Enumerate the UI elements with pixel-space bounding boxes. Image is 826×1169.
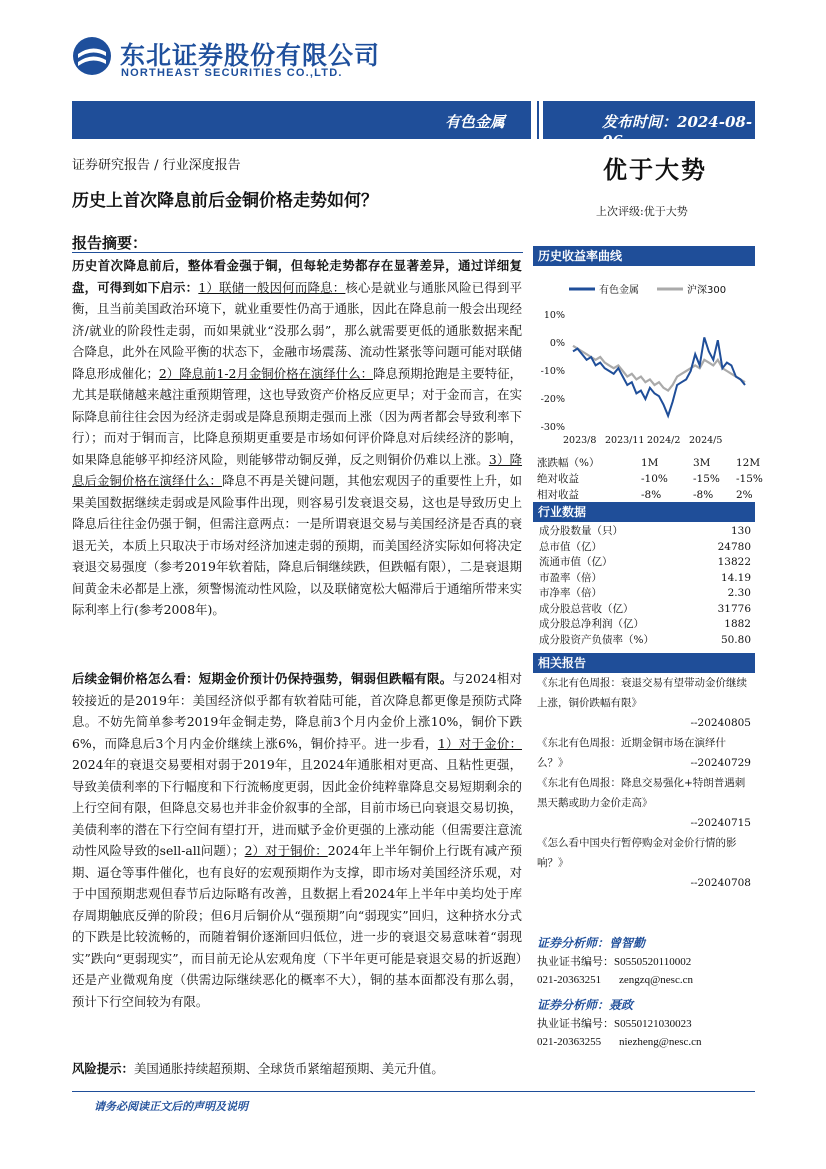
perf-header-cell: 3M	[693, 457, 711, 469]
footer-divider	[72, 1091, 755, 1092]
market-row	[533, 555, 755, 571]
market-value: 24780	[717, 540, 751, 553]
market-value: 1882	[724, 618, 751, 630]
y-tick-label: -10%	[540, 366, 565, 377]
legend-label-1: 沪深300	[687, 285, 727, 296]
market-row	[533, 571, 755, 587]
analyst-email[interactable]: niezheng@nesc.cn	[619, 1036, 702, 1048]
text-5: 2024年的衰退交易要相对弱于2019年，且2024年通胀相对更高、且粘性更强，导致美债利率的下行幅度和下行流畅度更弱，因此金价纯粹靠降息交易短期剩余的上行空间有限，但降息交易也并非金价叙事的全部，目前市场已向衰退交易切换，美债利率的潜在下行空间有望打开，进而赋予金价更强的上涨动能（但需要注意流动性风险导致的sell-all问题）；	[72, 757, 522, 858]
related-reports	[533, 673, 755, 913]
market-row	[533, 617, 755, 633]
analyst-email[interactable]: zengzq@nesc.cn	[619, 974, 693, 986]
series-line-0	[573, 337, 745, 415]
analyst-license: 执业证书编号：S0550121030023	[537, 1018, 692, 1030]
perf-header-cell: 涨跌幅（%）	[537, 457, 600, 469]
perf-cell: -15%	[736, 473, 763, 485]
perf-header-cell: 12M	[736, 457, 761, 469]
perf-cell: -8%	[641, 489, 662, 501]
market-label: 成分股总净利润（亿）	[539, 618, 644, 630]
related-report-link[interactable]: 《东北有色周报：降息交易强化+特朗普遇刺黑天鹅或助力金价走高》	[537, 777, 746, 809]
related-title: 相关报告	[533, 653, 755, 673]
analyst-phone: 021-20363251	[537, 974, 602, 986]
market-row	[533, 524, 755, 540]
footer-note: 请务必阅读正文后的声明及说明	[94, 1100, 248, 1113]
risk-label: 风险提示：	[72, 1061, 134, 1076]
sector-label: 有色金属	[445, 113, 506, 131]
logo-icon	[72, 36, 112, 76]
summary-paragraph-1	[72, 255, 522, 621]
related-report-date: --20240729	[690, 757, 751, 769]
analyst-name: 证券分析师：聂政	[537, 998, 634, 1012]
paragraph-lead: 历史首次降息前后，整体看金强于铜，但每轮走势都存在显著差异，通过详细复盘，可得到如下启示：	[72, 258, 522, 295]
x-tick-label: 2023/11	[605, 435, 645, 446]
y-tick-label: 10%	[543, 310, 565, 321]
related-report-date: --20240708	[690, 877, 751, 889]
related-report-date: --20240715	[690, 817, 751, 829]
perf-cell: 绝对收益	[537, 473, 579, 485]
analyst-phone: 021-20363255	[537, 1036, 602, 1048]
related-report-link[interactable]: 《东北有色周报：近期金铜市场在演绎什么？》	[537, 737, 726, 769]
analyst-license: 执业证书编号：S0550520110002	[537, 956, 692, 968]
summary-paragraph-2	[72, 668, 522, 1012]
market-row	[533, 586, 755, 602]
subhead-5: 2）对于铜价：	[244, 843, 328, 858]
analyst-info	[533, 935, 755, 1065]
summary-heading: 报告摘要：	[72, 234, 148, 252]
return-chart	[533, 275, 755, 453]
perf-cell: 2%	[736, 489, 753, 501]
perf-cell: -15%	[693, 473, 720, 485]
market-row	[533, 633, 755, 649]
risk-text: 美国通胀持续超预期、全球货币紧缩超预期、美元升值。	[133, 1061, 444, 1076]
x-tick-label: 2024/2	[647, 435, 681, 446]
x-tick-label: 2023/8	[563, 435, 597, 446]
market-title: 行业数据	[533, 502, 755, 522]
market-label: 总市值（亿）	[539, 540, 602, 553]
related-report-link[interactable]: 《怎么看中国央行暂停购金对金价行情的影响？》	[537, 837, 737, 869]
legend-label-0: 有色金属	[599, 285, 639, 296]
y-tick-label: -30%	[540, 422, 565, 433]
market-label: 成分股资产负债率（%）	[539, 633, 654, 646]
performance-table	[533, 454, 763, 504]
market-label: 成分股总营收（亿）	[539, 602, 634, 615]
risk-paragraph	[72, 1058, 522, 1080]
paragraph-lead-2: 后续金铜价格怎么看：短期金价预计仍保持强势，铜弱但跌幅有限。	[72, 671, 453, 686]
market-label: 市盈率（倍）	[539, 571, 602, 584]
text-4: 与2024相对较接近的是2019年：美国经济似乎都有软着陆可能，首次降息都更像是预防式降息。不妨先简单参考2019年金铜走势，降息前3个月内金价上涨10%，铜价下跌6%，而降息后3个月内金价继续上涨6%，铜价持平。进一步看，	[72, 671, 522, 751]
market-value: 50.80	[720, 633, 751, 646]
text-1: 核心是就业与通胀风险已得到平衡，且当前美国政治环境下，就业重要性仍高于通胀，因此在降息前一般会出现经济/就业的阶段性走弱，而如果就业“没那么弱”，那么就需要更低的通胀数据来配合降息，此外在风险平衡的状态下，金融市场震荡、流动性紧张等问题可能对联储降息形成催化；	[72, 279, 523, 381]
text-2: 降息预期抢跑是主要特征，尤其是联储越来越注重预期管理，这也导致资产价格反应更早；对于金而言，在实际降息前往往会因为经济走弱或是降息预期走强而上涨（因为两者都会导致利率下行）；而对于铜而言，比降息预期更重要是市场如何评价降息对后续经济的影响，如果降息能够平抑经济风险，则能够带动铜反弹，反之则铜价仍难以上涨。	[72, 365, 523, 467]
perf-cell: -8%	[693, 489, 714, 501]
market-value: 14.19	[720, 571, 751, 584]
chart-title: 历史收益率曲线	[533, 246, 755, 266]
brand-name-cn: 东北证券股份有限公司	[120, 41, 381, 70]
market-value: 13822	[717, 556, 751, 568]
market-label: 市净率（倍）	[539, 587, 602, 599]
related-report-date: --20240805	[690, 717, 751, 729]
subhead-4: 1）对于金价：	[437, 735, 522, 751]
perf-cell: 相对收益	[537, 489, 579, 501]
header-banner	[72, 101, 755, 150]
market-value: 130	[730, 525, 751, 537]
text-6: 2024年上半年铜价上行既有减产预期、逼仓等事件催化，也有良好的宏观预期作为支撑，即市场对美国经济乐观，对于中国预期悲观但春节后边际略有改善，且数据上看2024年上半年中美均处于库存周期触底反弹的阶段；但6月后铜价从“强预期”向“弱现实”回归，这种挤水分式的下跌是比较流畅的，而随着铜价逐渐回归低位，进一步的衰退交易意味着“弱现实”跌向“更弱现实”，而目前无论从宏观角度（下半年更可能是衰退交易的折返跑）还是产业微观角度（供需边际继续恶化的概率不大），铜的基本面都没有那么弱，预计下行空间较为有限。	[72, 843, 522, 1009]
market-value: 31776	[717, 602, 751, 615]
subhead-2: 2）降息前1-2月金铜价格在演绎什么：	[158, 365, 374, 381]
report-title: 历史上首次降息前后金铜价格走势如何？	[72, 191, 378, 211]
market-row	[533, 540, 755, 556]
perf-cell: -10%	[641, 473, 668, 485]
perf-header-cell: 1M	[641, 457, 659, 469]
previous-rating: 上次评级:优于大势	[596, 205, 688, 218]
y-tick-label: 0%	[549, 338, 565, 349]
report-type: 证券研究报告 / 行业深度报告	[72, 158, 241, 173]
subhead-1: 1）联储一般因何而降息：	[198, 279, 346, 295]
divider	[72, 252, 523, 253]
subhead-3: 3）降息后金铜价格在演绎什么：	[72, 451, 523, 488]
x-tick-label: 2024/5	[689, 435, 723, 446]
brand-name-en: NORTHEAST SECURITIES CO.,LTD.	[121, 67, 343, 79]
analyst-name: 证券分析师：曾智勤	[537, 936, 646, 950]
rating: 优于大势	[603, 155, 707, 184]
y-tick-label: -20%	[540, 394, 565, 405]
related-report-link[interactable]: 《东北有色周报：衰退交易有望带动金价继续上涨，铜价跌幅有限》	[537, 677, 747, 709]
market-label: 流通市值（亿）	[539, 556, 613, 568]
publish-date: 发布时间：2024-08-06	[602, 113, 753, 150]
market-label: 成分股数量（只）	[539, 525, 623, 537]
market-table	[533, 524, 755, 649]
market-value: 2.30	[727, 587, 751, 599]
market-row	[533, 602, 755, 618]
text-3: 降息不再是关键问题，其他宏观因子的重要性上升，如果美国数据继续走弱或是风险事件出现，则容易引发衰退交易，这也是导致历史上降息后往往金仍强于铜，但需注意两点：一是所谓衰退交易与美国经济是否真的衰退无关，本质上只取决于市场对经济加速走弱的预期，而美国经济实际如何将决定衰退交易强度（参考2019年软着陆，降息后铜继续跌，但跌幅有限），二是衰退期间黄金未必都是上涨，须警惕流动性风险，以及联储宽松大幅滞后于通缩所带来实际利率上行(参考2008年)。	[72, 473, 523, 617]
